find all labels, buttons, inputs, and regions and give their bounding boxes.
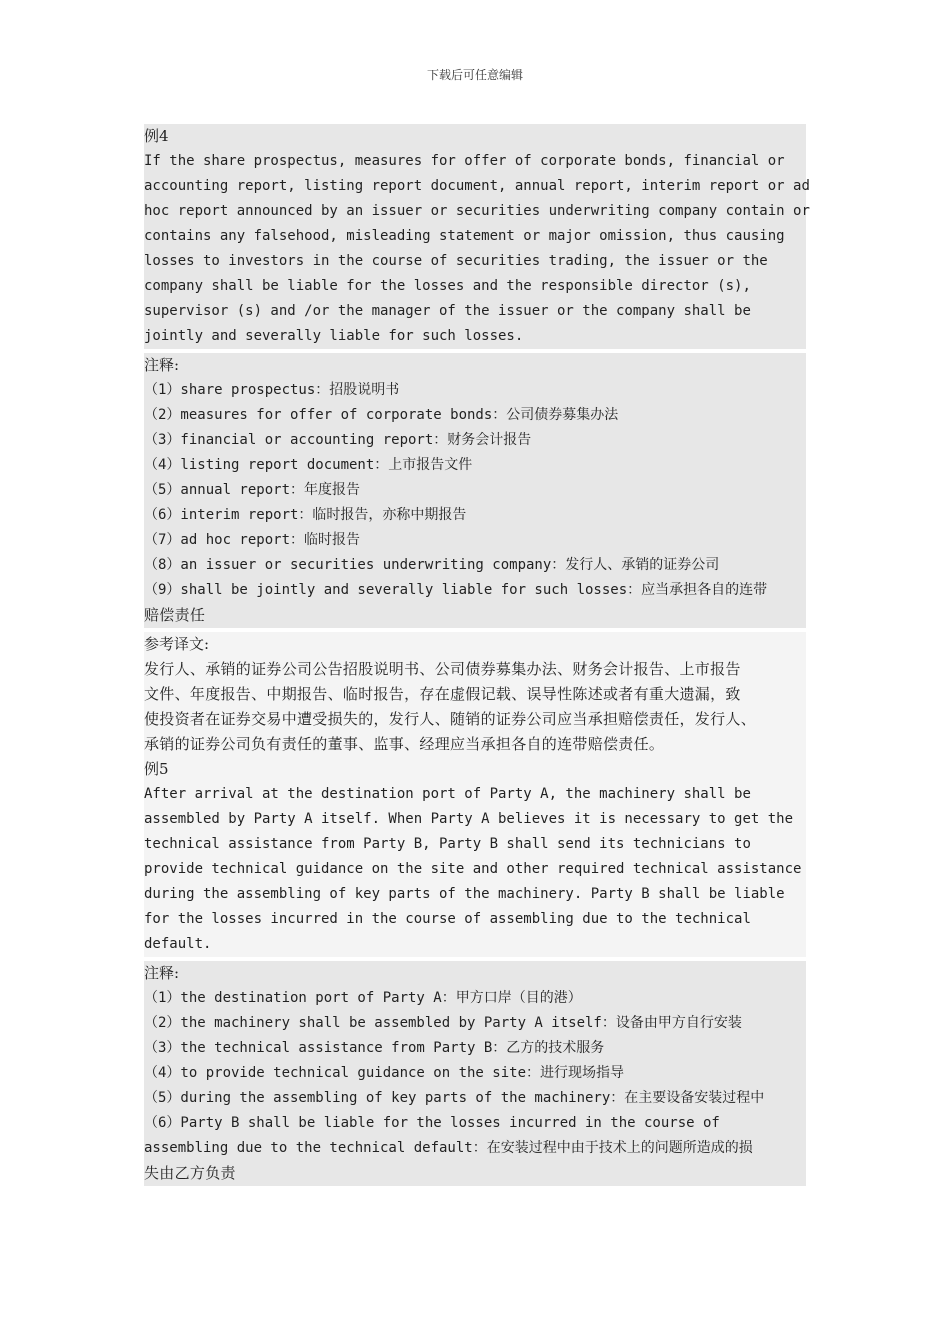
- example-5-block: [144, 757, 806, 957]
- note-item: （6）interim report：临时报告，亦称中期报告: [144, 507, 467, 523]
- translation-line: 使投资者在证券交易中遭受损失的，发行人、随销的证券公司应当承担赔偿责任，发行人、: [144, 710, 757, 728]
- ex4-en-line: supervisor (s) and /or the manager of the issuer or the company shall be: [144, 303, 751, 319]
- note-item: （9）shall be jointly and severally liable for such losses：应当承担各自的连带: [144, 582, 768, 598]
- example-5-label: 例5: [144, 760, 169, 778]
- notes-label: 注释:: [144, 964, 180, 982]
- note-item: （5）during the assembling of key parts of the machinery：在主要设备安装过程中: [144, 1090, 765, 1106]
- ex4-en-line: hoc report announced by an issuer or securities underwriting company contain or: [144, 203, 810, 219]
- translation-line: 发行人、承销的证券公司公告招股说明书、公司债券募集办法、财务会计报告、上市报告: [144, 660, 741, 678]
- note-item: （7）ad hoc report：临时报告: [144, 532, 361, 548]
- ex5-en-line: technical assistance from Party B, Party B shall send its technicians to: [144, 836, 751, 852]
- note-item: （4）to provide technical guidance on the site：进行现场指导: [144, 1065, 625, 1081]
- document-body: [144, 124, 810, 1186]
- translation-label: 参考译文:: [144, 635, 210, 653]
- example-4-notes: [144, 353, 806, 628]
- notes-label: 注释:: [144, 356, 180, 374]
- note-item: （2）the machinery shall be assembled by Party A itself：设备由甲方自行安装: [144, 1015, 742, 1031]
- note-item: 失由乙方负责: [144, 1164, 236, 1182]
- ex4-en-line: losses to investors in the course of securities trading, the issuer or the: [144, 253, 768, 269]
- note-item: （2）measures for offer of corporate bonds：公司债券募集办法: [144, 407, 619, 423]
- ex5-en-line: during the assembling of key parts of the machinery. Party B shall be liable: [144, 886, 785, 902]
- example-4-label: 例4: [144, 127, 169, 145]
- note-item: （6）Party B shall be liable for the losses incurred in the course of: [144, 1115, 720, 1131]
- translation-line: 文件、年度报告、中期报告、临时报告，存在虚假记载、误导性陈述或者有重大遗漏，致: [144, 685, 741, 703]
- ex4-en-line: If the share prospectus, measures for offer of corporate bonds, financial or: [144, 153, 785, 169]
- note-item: assembling due to the technical default：在安装过程中由于技术上的问题所造成的损: [144, 1140, 753, 1156]
- ex4-en-line: company shall be liable for the losses and the responsible director (s),: [144, 278, 751, 294]
- example-5-notes: [144, 961, 806, 1186]
- example-4-translation: [144, 632, 806, 757]
- note-item: （1）the destination port of Party A：甲方口岸（目的港）: [144, 990, 582, 1006]
- header-note: 下载后可任意编辑: [426, 68, 523, 82]
- ex4-en-line: jointly and severally liable for such losses.: [144, 328, 524, 344]
- example-4-english: [144, 149, 810, 349]
- ex5-en-line: After arrival at the destination port of Party A, the machinery shall be: [144, 786, 751, 802]
- ex4-en-line: contains any falsehood, misleading statement or major omission, thus causing: [144, 228, 785, 244]
- note-item: （5）annual report：年度报告: [144, 482, 361, 498]
- example-4-block: [144, 124, 810, 349]
- note-item: （3）financial or accounting report：财务会计报告: [144, 432, 532, 448]
- note-item: 赔偿责任: [144, 606, 206, 624]
- ex4-en-line: accounting report, listing report document, annual report, interim report or ad: [144, 178, 810, 194]
- ex5-en-line: provide technical guidance on the site and other required technical assistance: [144, 861, 802, 877]
- note-item: （8）an issuer or securities underwriting company：发行人、承销的证券公司: [144, 557, 720, 573]
- ex5-en-line: default.: [144, 936, 212, 952]
- note-item: （4）listing report document：上市报告文件: [144, 457, 473, 473]
- note-item: （3）the technical assistance from Party B：乙方的技术服务: [144, 1040, 605, 1056]
- ex5-en-line: for the losses incurred in the course of assembling due to the technical: [144, 911, 751, 927]
- ex5-en-line: assembled by Party A itself. When Party A believes it is necessary to get the: [144, 811, 794, 827]
- translation-line: 承销的证券公司负有责任的董事、监事、经理应当承担各自的连带赔偿责任。: [144, 735, 665, 753]
- note-item: （1）share prospectus：招股说明书: [144, 382, 400, 398]
